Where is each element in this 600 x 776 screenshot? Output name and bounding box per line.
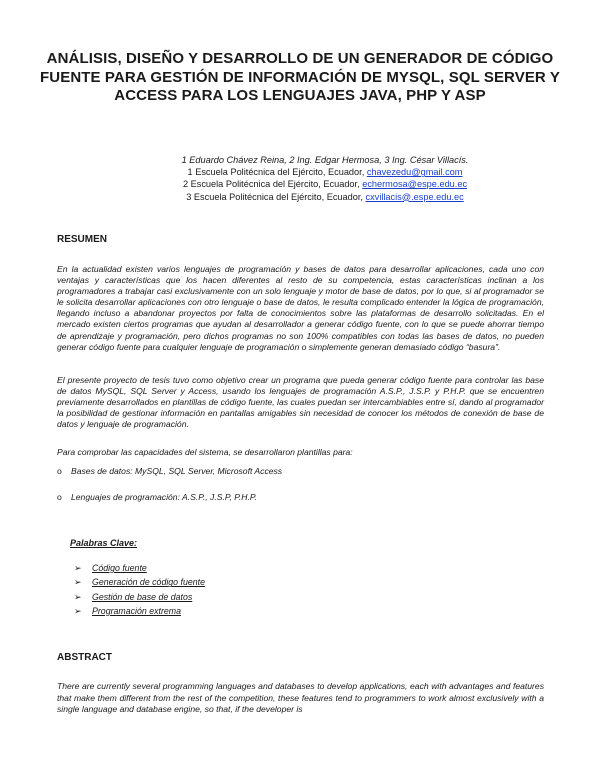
keyword-text: Programación extrema bbox=[92, 605, 181, 616]
affiliation-text: 1 Escuela Politécnica del Ejército, Ecuador, bbox=[187, 167, 367, 178]
resumen-paragraph-3: Para comprobar las capacidades del sistema, se desarrollaron plantillas para: bbox=[57, 447, 353, 457]
affiliation-text: 2 Escuela Politécnica del Ejército, Ecuador, bbox=[182, 179, 363, 190]
resumen-paragraph-2: El presente proyecto de tesis tuvo como objetivo crear un programa que pueda generar código fuente para controlar las base de datos MySQL, SQL Server y Access, usando los lenguajes de programación A.S.P., J.S.P. y P.H.P. que se encuentren previamente desarrollados en plantillas de código fuente, las cuales puedan ser intercambiables entre sí, dando al programador la posibilidad de gestionar información en pantallas amigables sin necesidad de conocer los métodos de conexión de base de datos y lenguaje de programación. bbox=[57, 375, 544, 430]
list-item-text: Lenguajes de programación: A.S.P., J.S.P, P.H.P. bbox=[71, 492, 257, 502]
bullet-icon: o bbox=[57, 492, 62, 502]
paper-title: ANÁLISIS, DISEÑO Y DESARROLLO DE UN GENERADOR DE CÓDIGO FUENTE PARA GESTIÓN DE INFORMACIÓN DE MYSQL, SQL SERVER Y ACCESS PARA LOS LENGUAJES JAVA, PHP Y ASP bbox=[40, 50, 560, 104]
author-names: 1 Eduardo Chávez Reina, 2 Ing. Edgar Hermosa, 3 Ing. César Villacís. bbox=[181, 155, 469, 165]
author-email-link[interactable]: cxvillacis@.espe.edu.ec bbox=[365, 191, 464, 202]
arrow-bullet-icon: ➢ bbox=[74, 591, 82, 602]
resumen-paragraph-1: En la actualidad existen varios lenguajes de programación y bases de datos para desarrollar aplicaciones, cada uno con ventajas y características que los hacen diferentes al resto de su competencia, estas características inclinan a los programadores a trabajar casi exclusivamente con un solo lenguaje y motor de base de datos, por lo que, si al programador se le solicita desarrollar aplicaciones con otro lenguaje o base de datos, le resulta complicado entender la lógica de programación, llegando incluso a abandonar proyectos por falta de conocimientos sobre las plataformas de desarrollo solicitadas. En el mercado existen ciertos programas que ayudan al desarrollador a generar código fuente, con lo que se puede ahorrar tiempo de aprendizaje y programación, pero dichos programas no son 100% compatibles con todas las bases de datos, no pueden generar código fuente para cualquier lenguaje de programación o simplemente generan demasiado código “basura”. bbox=[57, 264, 544, 352]
bullet-icon: o bbox=[57, 466, 62, 476]
list-item bbox=[74, 563, 205, 577]
arrow-bullet-icon: ➢ bbox=[74, 577, 82, 588]
keyword-text: Generación de código fuente bbox=[92, 577, 205, 588]
affiliation-text: 3 Escuela Politécnica del Ejército, Ecuador, bbox=[186, 191, 366, 202]
arrow-bullet-icon: ➢ bbox=[74, 563, 82, 573]
affiliation-2 bbox=[100, 178, 550, 190]
list-item bbox=[74, 606, 205, 620]
list-item bbox=[74, 577, 205, 591]
resumen-heading: RESUMEN bbox=[57, 234, 108, 245]
author-email-link[interactable]: echermosa@espe.edu.ec bbox=[362, 179, 468, 190]
author-email-link[interactable]: chavezedu@gmail.com bbox=[366, 167, 463, 178]
list-item bbox=[74, 592, 205, 606]
list-item bbox=[57, 492, 257, 502]
list-item bbox=[57, 466, 282, 476]
keyword-text: Gestión de base de datos bbox=[92, 591, 193, 602]
abstract-paragraph-1: There are currently several programming languages and databases to develop applications, each with advantages and features that make them different from the rest of the competition, these features tend to programmers to work almost exclusively with a single language and database engine, so that, if the developer is bbox=[57, 681, 544, 715]
arrow-bullet-icon: ➢ bbox=[74, 605, 82, 616]
abstract-heading: ABSTRACT bbox=[57, 652, 112, 663]
keyword-text: Código fuente bbox=[92, 563, 147, 573]
keywords-list bbox=[74, 563, 205, 620]
affiliation-3 bbox=[100, 191, 550, 203]
affiliation-1 bbox=[100, 166, 550, 178]
list-item-text: Bases de datos: MySQL, SQL Server, Microsoft Access bbox=[71, 466, 283, 476]
keywords-heading: Palabras Clave: bbox=[70, 538, 138, 548]
author-block bbox=[100, 154, 550, 203]
